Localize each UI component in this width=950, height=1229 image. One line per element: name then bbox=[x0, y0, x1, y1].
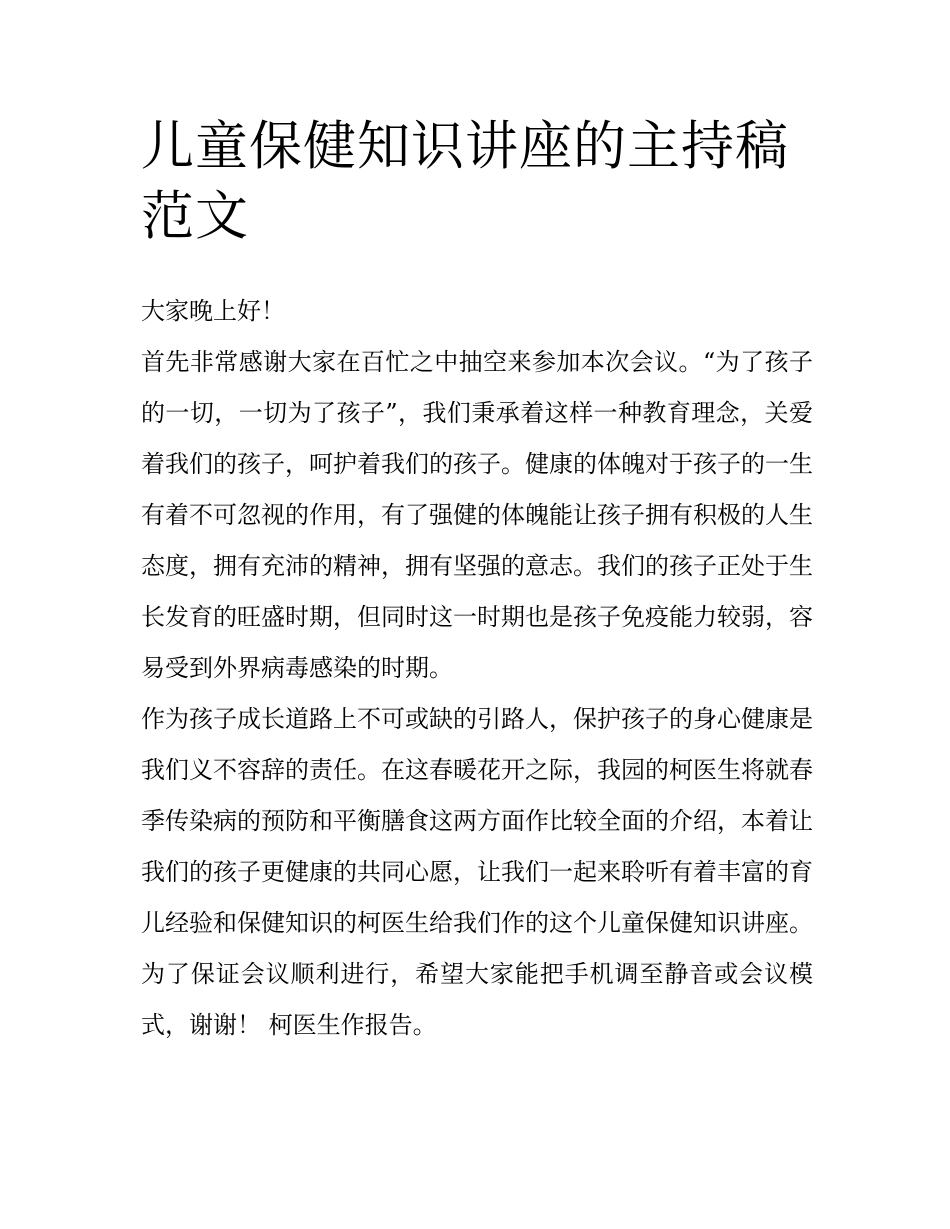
document-content bbox=[141, 112, 813, 1051]
paragraph-introduction: 首先非常感谢大家在百忙之中抽空来参加本次会议。“为了孩子的一切，一切为了孩子”，我们秉承着这样一种教育理念，关爱着我们的孩子，呵护着我们的孩子。健康的体魄对于孩子的一生有着不可忽视的作用，有了强健的体魄能让孩子拥有积极的人生态度，拥有充沛的精神，拥有坚强的意志。我们的孩子正处于生长发育的旺盛时期，但同时这一时期也是孩子免疫能力较弱，容易受到外界病毒感染的时期。 bbox=[141, 348, 813, 682]
document-body bbox=[141, 286, 813, 1051]
paragraph-closing: 为了保证会议顺利进行，希望大家能把手机调至静音或会议模式，谢谢！ 柯医生作报告。 bbox=[141, 960, 813, 1039]
paragraph-lecture-intro: 作为孩子成长道路上不可或缺的引路人，保护孩子的身心健康是我们义不容辞的责任。在这春暖花开之际，我园的柯医生将就春季传染病的预防和平衡膳食这两方面作比较全面的介绍，本着让我们的孩子更健康的共同心愿，让我们一起来聆听有着丰富的育儿经验和保健知识的柯医生给我们作的这个儿童保健知识讲座。 bbox=[141, 705, 813, 937]
paragraph-greeting: 大家晚上好！ bbox=[141, 297, 285, 325]
document-title: 儿童保健知识讲座的主持稿范文 bbox=[141, 116, 789, 247]
